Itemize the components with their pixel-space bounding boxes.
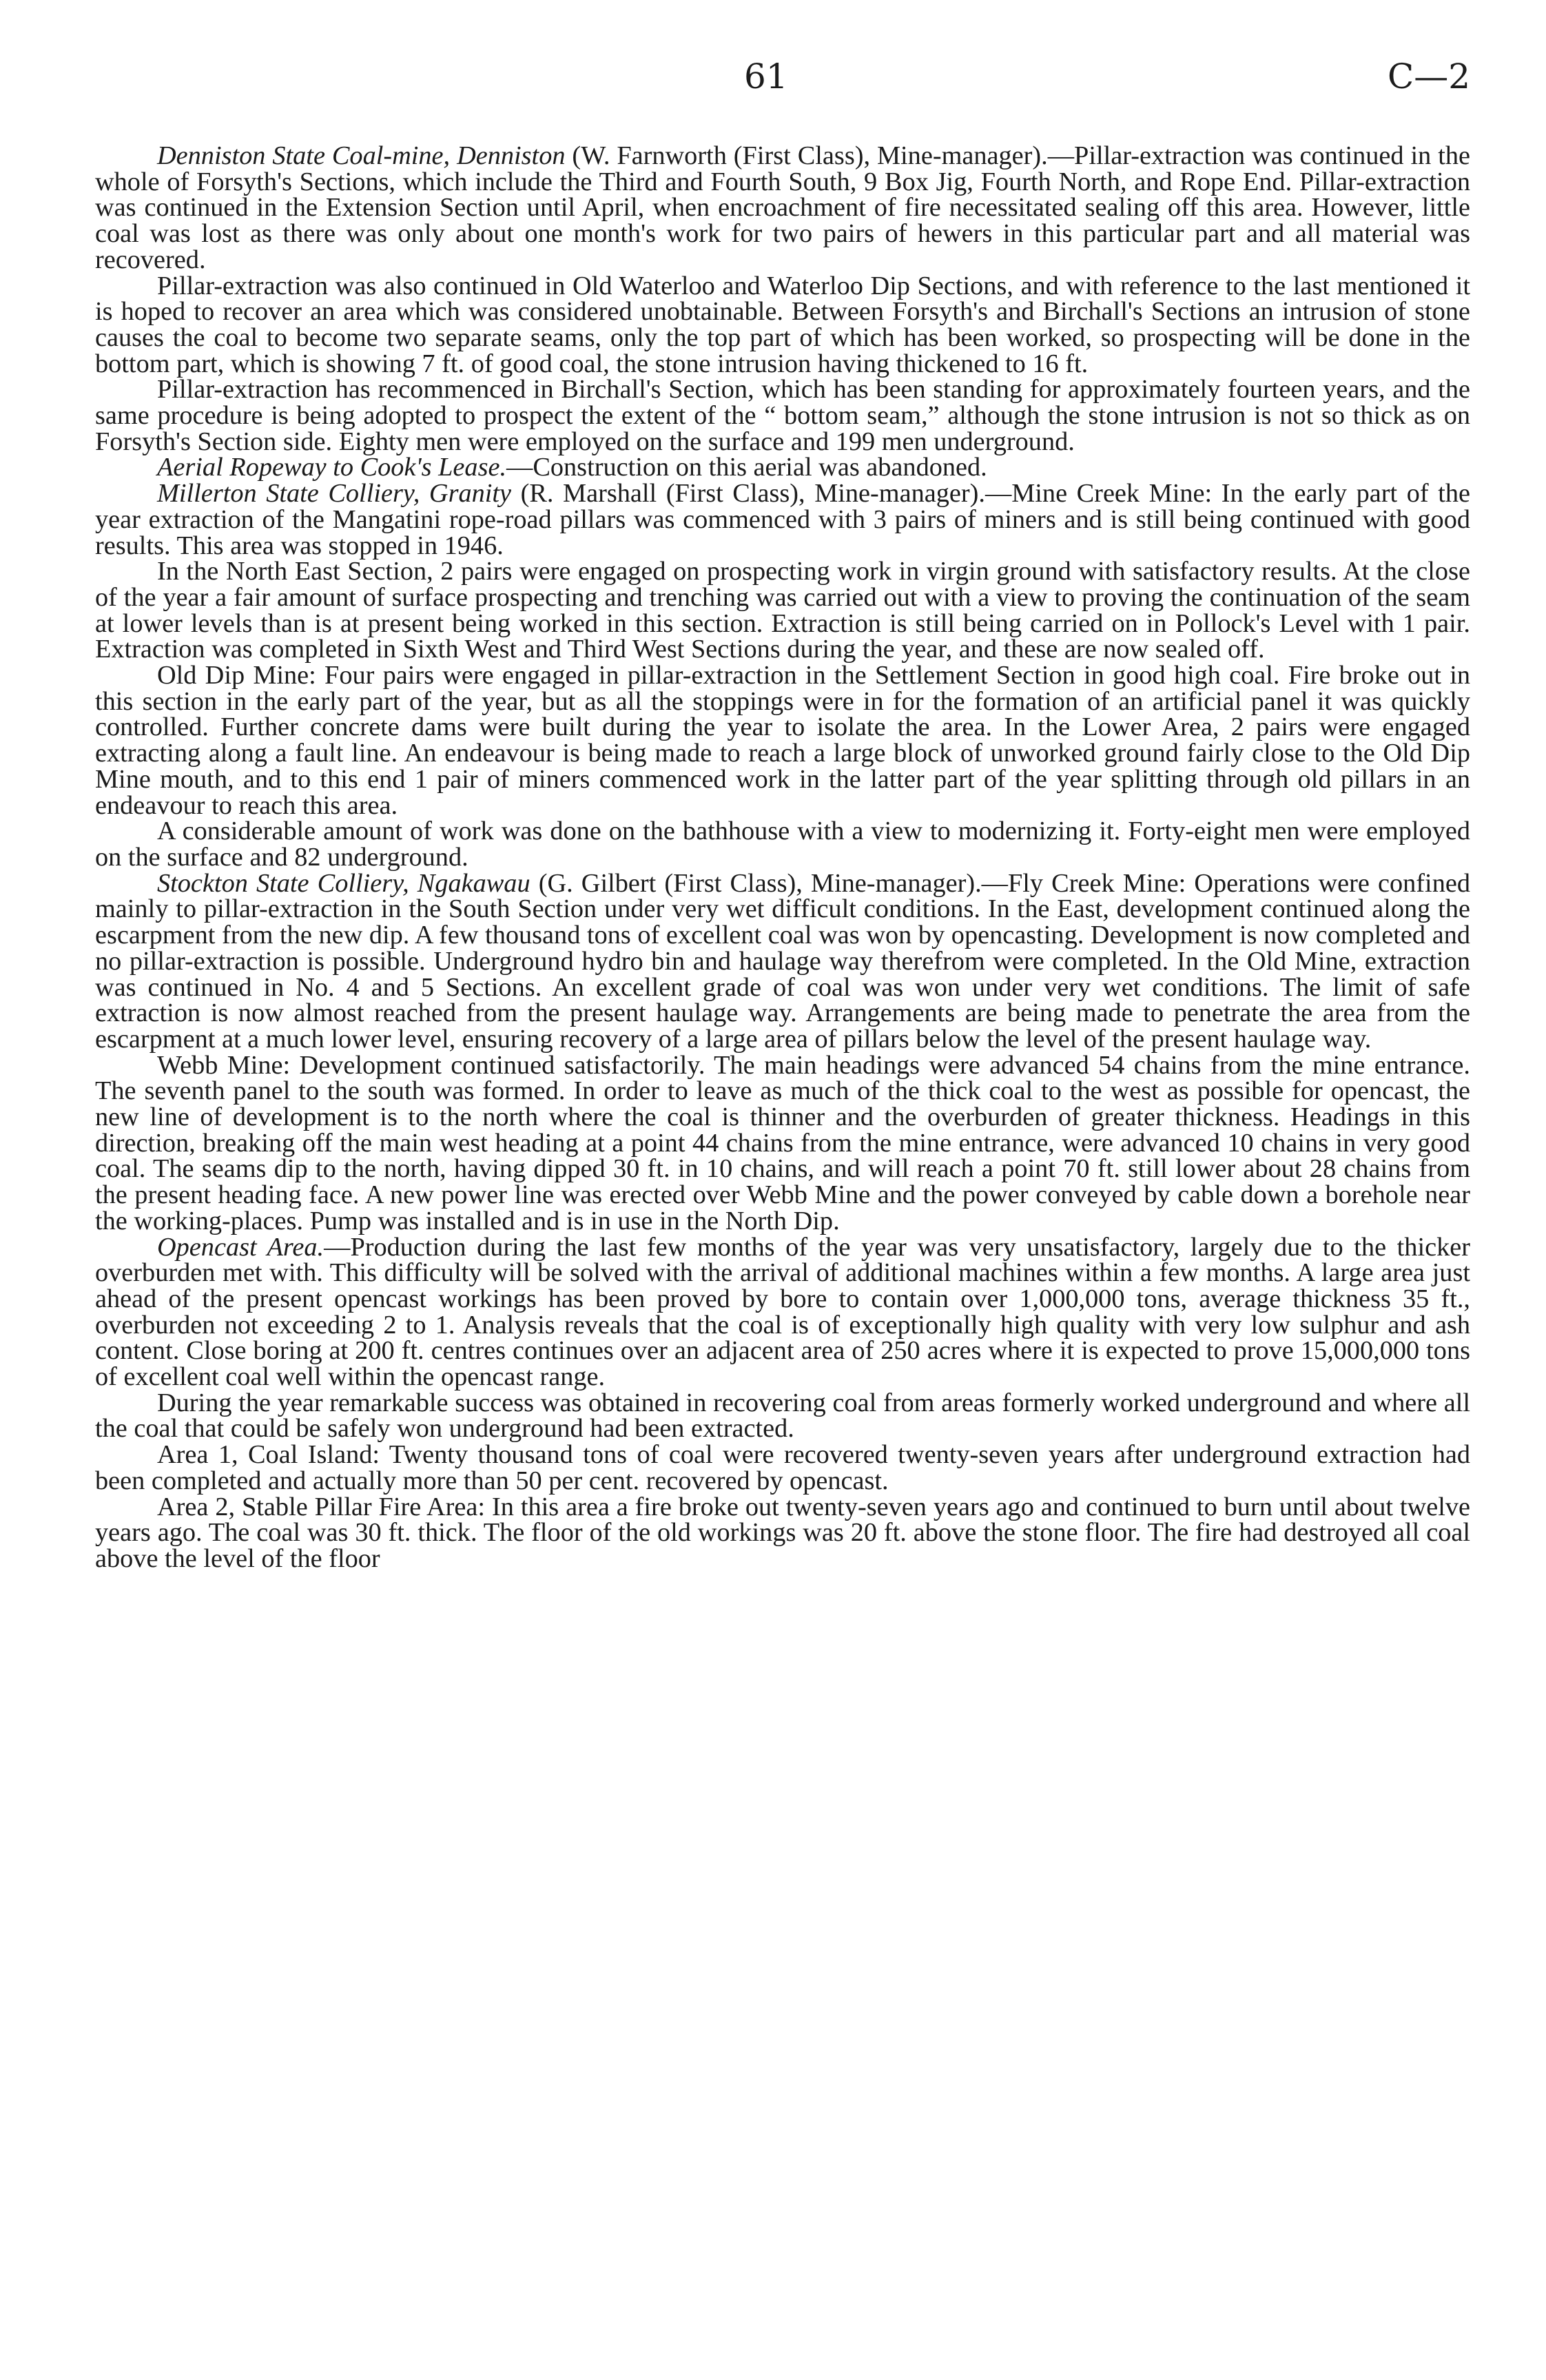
paragraph-text: Old Dip Mine: Four pairs were engaged in pillar-extraction in the Settlement Section in good high coal. Fire broke out in this section in the early part of the year, but as all the stoppings were in for the formation of an artificial panel it was quickly controlled. Further concrete dams were built during the year to isolate the area. In the Lower Area, 2 pairs were engaged extracting along a fault line. An endeavour is being made to reach a large block of unworked ground fairly close to the Old Dip Mine mouth, and to this end 1 pair of miners commenced work in the latter part of the year splitting through old pillars in an endeavour to reach this area. (95, 661, 1470, 820)
paragraph-text: In the North East Section, 2 pairs were engaged on prospecting work in virgin ground with satisfactory results. At the close of the year a fair amount of surface prospecting and trenching was carried out with a view to proving the continuation of the seam at lower levels than is at present being worked in this section. Extraction is still being carried on in Pollock's Level with 1 pair. Extraction was completed in Sixth West and Third West Sections during the year, and these are now sealed off. (95, 557, 1470, 664)
paragraph (95, 1388, 1470, 1444)
paragraph-lead: Denniston State Coal-mine, Denniston (157, 141, 566, 170)
paragraph-text: A considerable amount of work was done on the bathhouse with a view to modernizing it. Forty-eight men were employed on the surface and 82 underground. (95, 817, 1470, 872)
page-reference: C—2 (1388, 57, 1471, 96)
paragraph (95, 271, 1470, 378)
paragraph (95, 663, 1470, 819)
paragraph (95, 481, 1470, 559)
paragraph (95, 819, 1470, 870)
paragraph (95, 1492, 1470, 1573)
paragraph (95, 455, 1470, 481)
page-number: 61 (744, 57, 788, 96)
paragraph-lead: Opencast Area. (157, 1232, 324, 1262)
paragraph-text: (W. Farnworth (First Class), Mine-manager).—Pillar-extraction was continued in the whole of Forsyth's Sections, which include the Third and Fourth South, 9 Box Jig, Fourth North, and Rope End. Pillar-extraction was continued in the Extension Section until April, when encroachment of fire necessitated sealing off this area. However, little coal was lost as there was only about one month's work for two pairs of hewers in this particular part and all material was recovered. (95, 141, 1470, 274)
paragraph-text: Area 1, Coal Island: Twenty thousand tons of coal were recovered twenty-seven years after underground extraction had been completed and actually more than 50 per cent. recovered by opencast. (95, 1440, 1470, 1495)
paragraph-text: Area 2, Stable Pillar Fire Area: In this area a fire broke out twenty-seven years ago and continued to burn until about twelve years ago. The coal was 30 ft. thick. The floor of the old workings was 20 ft. above the stone floor. The fire had destroyed all coal above the level of the floor (95, 1492, 1470, 1573)
body-text (95, 143, 1470, 1572)
page-header (0, 57, 1546, 105)
paragraph (95, 1232, 1470, 1392)
paragraph-text: Pillar-extraction has recommenced in Birchall's Section, which has been standing for approximately fourteen years, and the same procedure is being adopted to prospect the extent of the “ bottom seam,” although the stone intrusion is not so thick as on Forsyth's Section side. Eighty men were employed on the surface and 199 men underground. (95, 375, 1470, 456)
paragraph-text: (R. Marshall (First Class), Mine-manager).—Mine Creek Mine: In the early part of the year extraction of the Mangatini rope-road pillars was commenced with 3 pairs of miners and is still being continued with good results. This area was stopped in 1946. (95, 479, 1470, 560)
paragraph (95, 1442, 1470, 1494)
paragraph-text: —Production during the last few months of the year was very unsatisfactory, largely due to the thicker overburden met with. This difficulty will be solved with the arrival of additional machines within a few months. A large area just ahead of the present opencast workings has been proved by bore to contain over 1,000,000 tons, average thickness 35 ft., overburden not exceeding 2 to 1. Analysis reveals that the coal is of exceptionally high quality with very low sulphur and ash content. Close boring at 200 ft. centres continues over an adjacent area of 250 acres where it is expected to prove 15,000,000 tons of excellent coal well within the opencast range. (95, 1232, 1470, 1392)
paragraph-text: (G. Gilbert (First Class), Mine-manager).—Fly Creek Mine: Operations were confined mainly to pillar-extraction in the South Section under very wet difficult conditions. In the East, development continued along the escarpment from the new dip. A few thousand tons of excellent coal was won by opencasting. Development is now completed and no pillar-extraction is possible. Underground hydro bin and haulage way therefrom were completed. In the Old Mine, extraction was continued in No. 4 and 5 Sections. An excellent grade of coal was won under very wet conditions. The limit of safe extraction is now almost reached from the present haulage way. Arrangements are being made to penetrate the area from the escarpment at a much lower level, ensuring recovery of a large area of pillars below the level of the present haulage way. (95, 868, 1470, 1054)
paragraph (95, 868, 1470, 1054)
paragraph-text: —Construction on this aerial was abandoned. (506, 453, 987, 482)
paragraph-lead: Millerton State Colliery, Granity (157, 479, 512, 509)
paragraph (95, 1050, 1470, 1235)
paragraph (95, 377, 1470, 455)
paragraph-text: During the year remarkable success was obtained in recovering coal from areas formerly worked underground and where all the coal that could be safely won underground had been extracted. (95, 1388, 1470, 1444)
paragraph-text: Pillar-extraction was also continued in Old Waterloo and Waterloo Dip Sections, and with reference to the last mentioned it is hoped to recover an area which was considered unobtainable. Between Forsyth's and Birchall's Sections an intrusion of stone causes the coal to become two separate seams, only the top part of which has been worked, so prospecting will be done in the bottom part, which is showing 7 ft. of good coal, the stone intrusion having thickened to 16 ft. (95, 271, 1470, 378)
paragraph-lead: Stockton State Colliery, Ngakawau (157, 868, 530, 898)
paragraph (95, 559, 1470, 663)
paragraph-lead: Aerial Ropeway to Cook's Lease. (157, 453, 507, 482)
paragraph-text: Webb Mine: Development continued satisfactorily. The main headings were advanced 54 chains from the mine entrance. The seventh panel to the south was formed. In order to leave as much of the thick coal to the west as possible for opencast, the new line of development is to the north where the coal is thinner and the overburden of greater thickness. Headings in this direction, breaking off the main west heading at a point 44 chains from the mine entrance, were advanced 10 chains in very good coal. The seams dip to the north, having dipped 30 ft. in 10 chains, and will reach a point 70 ft. still lower about 28 chains from the present heading face. A new power line was erected over Webb Mine and the power conveyed by cable down a borehole near the working-places. Pump was installed and is in use in the North Dip. (95, 1050, 1470, 1235)
paragraph (95, 143, 1470, 274)
